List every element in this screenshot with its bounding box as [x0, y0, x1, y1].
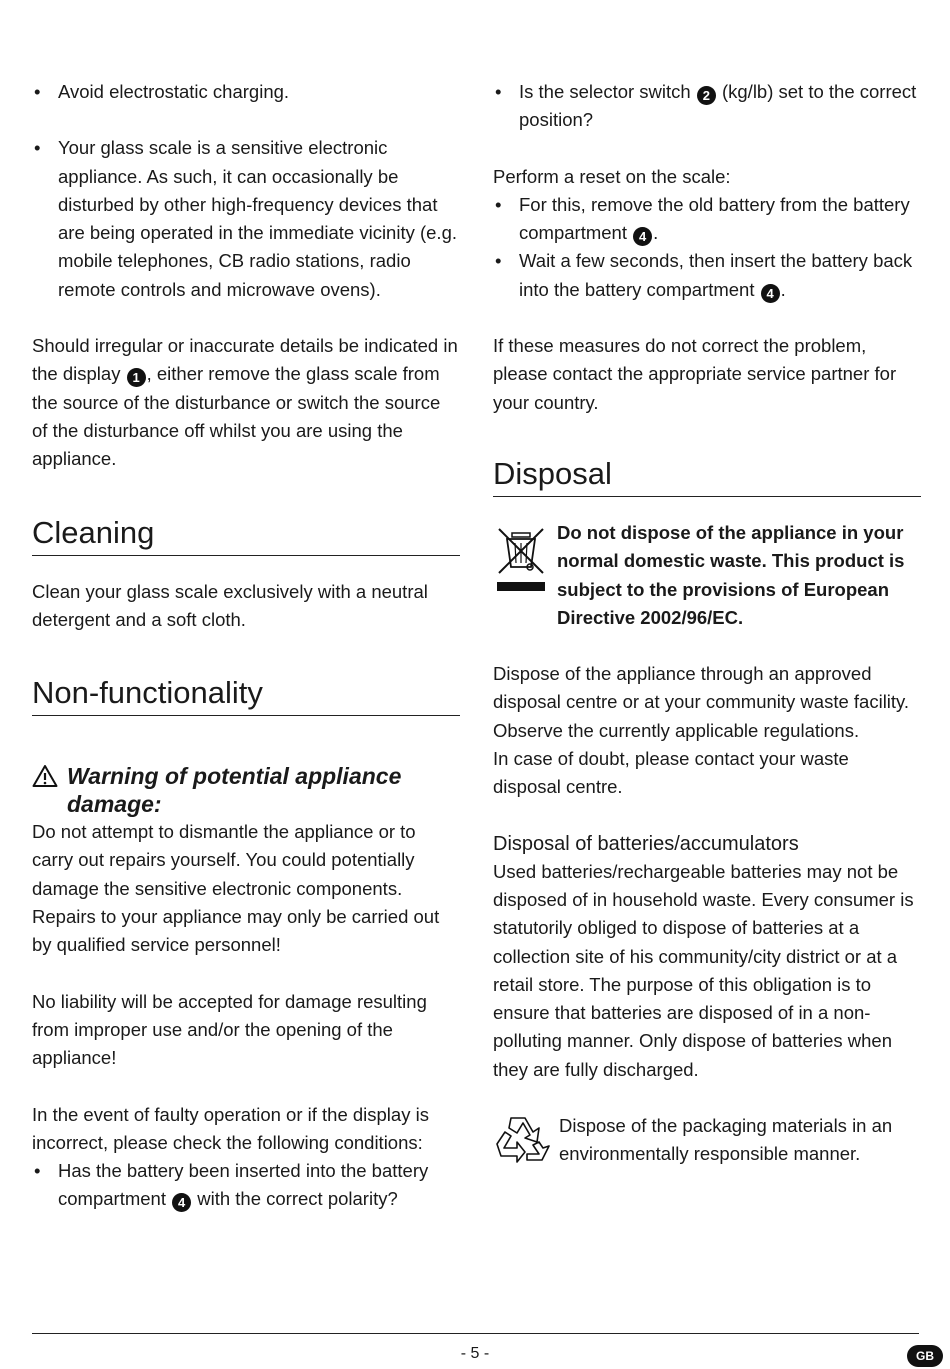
reset-step-insert: • Wait a few seconds, then insert the battery back into the battery compartment 4 .: [493, 247, 921, 304]
check-selector-switch: • Is the selector switch 2 (kg/lb) set to the correct position?: [493, 78, 921, 135]
warning-text-repairs: Repairs to your appliance may only be carried out by qualified service personnel!: [32, 906, 440, 956]
ref-number-battery-compartment: 4: [172, 1193, 191, 1212]
weee-directive-text: Do not dispose of the appliance in your normal domestic waste. This product is subject to the provisions of European Directive 2002/96/EC.: [557, 521, 905, 628]
irregular-details-text: Should irregular or inaccurate details be indicated in the display 1 , either remove the glass scale from the source of the disturbance or switch the source of the disturbance off whilst you are using the appliance.: [32, 335, 458, 470]
ref-number-selector-switch: 2: [697, 86, 716, 105]
footer-divider: [32, 1333, 919, 1334]
check-battery-polarity: • Has the battery been inserted into the battery compartment 4 with the correct polarity?: [32, 1157, 460, 1214]
bullet-sensitive-appliance: • Your glass scale is a sensitive electronic appliance. As such, it can occasionally be disturbed by other high-frequency devices that are being operated in the immediate vicinity (e.g. mobile telephones, CB radio stations, radio remote controls and microwave ovens).: [32, 134, 460, 304]
disposal-doubt-text: In case of doubt, please contact your waste disposal centre.: [493, 748, 849, 798]
reset-intro: Perform a reset on the scale:: [493, 165, 731, 187]
left-column: [32, 78, 460, 1214]
weee-notice: [493, 519, 921, 632]
cleaning-text: Clean your glass scale exclusively with a neutral detergent and a soft cloth.: [32, 580, 428, 630]
warning-text-dismantle: Do not attempt to dismantle the appliance or to carry out repairs yourself. You could potentially damage the sensitive electronic components.: [32, 821, 416, 899]
disposal-heading: Disposal: [493, 455, 921, 497]
packaging-notice: [493, 1112, 921, 1176]
crossed-out-bin-icon: [493, 519, 557, 603]
liability-text: No liability will be accepted for damage resulting from improper use and/or the opening of the appliance!: [32, 990, 427, 1069]
reset-step-remove: • For this, remove the old battery from the battery compartment 4 .: [493, 191, 921, 248]
warning-triangle-icon: [32, 764, 58, 794]
right-column: [493, 78, 921, 1176]
bullet-electrostatic: • Avoid electrostatic charging.: [32, 78, 460, 106]
cleaning-heading: Cleaning: [32, 514, 460, 556]
batteries-text: Used batteries/rechargeable batteries may not be disposed of in household waste. Every consumer is statutorily obliged to dispose of batteries at a collection site of his community/city district or at a retail store. The purpose of this obligation is to ensure that batteries are disposed of in a non-polluting manner. Only dispose of batteries when they are fully discharged.: [493, 860, 914, 1080]
warning-heading: Warning of potential appliance damage:: [32, 762, 460, 818]
page-number: - 5 -: [460, 1345, 490, 1362]
non-functionality-heading: Non-functionality: [32, 674, 460, 716]
country-badge: GB: [907, 1345, 943, 1367]
service-partner-text: If these measures do not correct the problem, please contact the appropriate service partner for your country.: [493, 335, 897, 413]
ref-number-battery-compartment: 4: [633, 227, 652, 246]
packaging-text: Dispose of the packaging materials in an environmentally responsible manner.: [559, 1115, 893, 1165]
ref-number-display: 1: [127, 368, 146, 387]
recycle-icon: [493, 1112, 559, 1176]
ref-number-battery-compartment: 4: [761, 284, 780, 303]
batteries-heading: Disposal of batteries/accumulators: [493, 832, 799, 855]
disposal-approved-centre-text: Dispose of the appliance through an approved disposal centre or at your community waste facility. Observe the currently applicable regulations.: [493, 663, 910, 741]
faulty-operation-text: In the event of faulty operation or if the display is incorrect, please check the following conditions:: [32, 1103, 429, 1153]
